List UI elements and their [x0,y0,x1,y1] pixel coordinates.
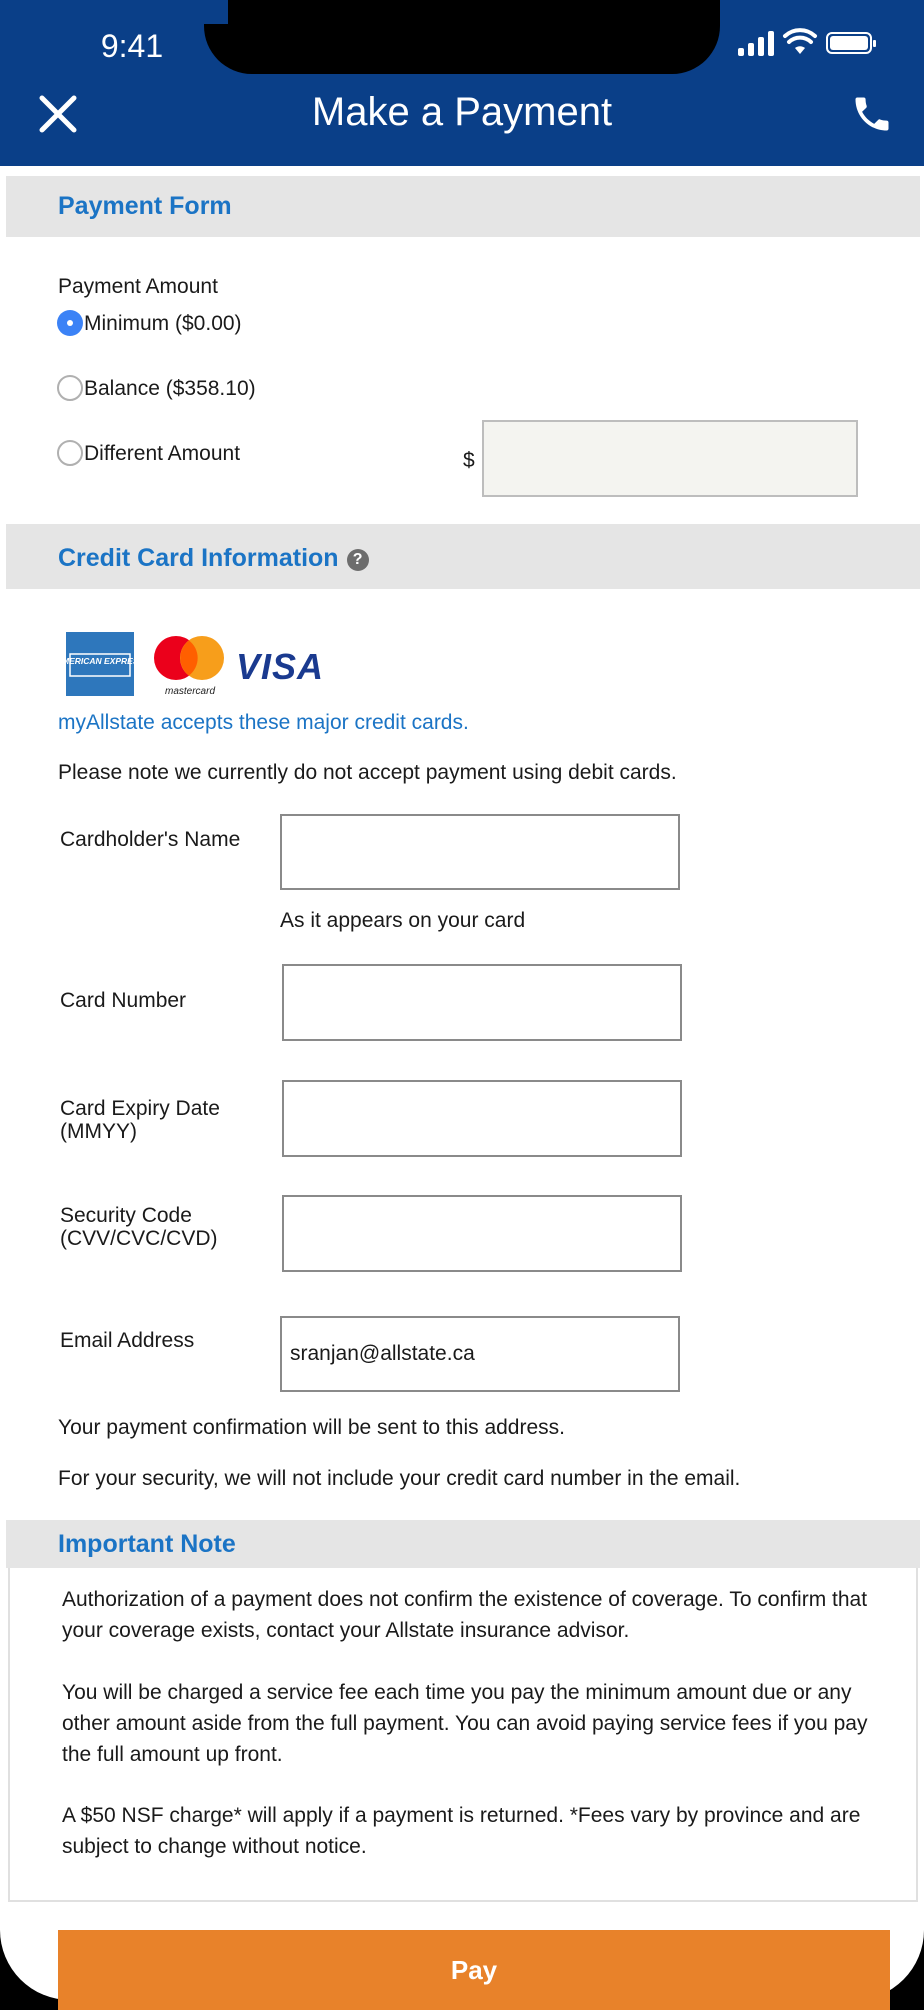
option-different-label: Different Amount [84,442,241,465]
payment-form-header [6,176,920,237]
mastercard-logo [150,632,230,698]
mastercard-text: mastercard [164,686,216,697]
email-label: Email Address [60,1329,195,1352]
section-title: Important Note [58,1530,236,1558]
credit-card-header [6,524,920,589]
cardholder-name-input[interactable] [280,814,680,890]
security-code-input[interactable] [282,1195,682,1272]
card-number-label: Card Number [60,989,187,1012]
security-label-line2: (CVV/CVC/CVD) [60,1227,218,1250]
radio-balance[interactable] [57,375,83,401]
device-notch [204,0,720,74]
card-expiry-label [60,1097,220,1143]
option-balance-label: Balance ($358.10) [84,377,256,400]
cardholder-name-label: Cardholder's Name [60,828,241,851]
visa-logo: VISA [236,646,325,687]
important-note-header [6,1520,920,1568]
signal-icon [738,30,774,56]
wifi-icon [784,30,816,56]
radio-minimum[interactable] [57,310,83,336]
expiry-label-line2: (MMYY) [60,1120,137,1143]
note-paragraph: You will be charged a service fee each time you pay the minimum amount due or any other amount aside from the full payment. You can avoid paying service fees if you pay the full amount up front. [62,1681,868,1766]
currency-symbol: $ [463,449,475,472]
page-title: Make a Payment [311,90,613,134]
note-paragraph: Authorization of a payment does not confirm the existence of coverage. To confirm that your coverage exists, contact your Allstate insurance advisor. [62,1588,868,1642]
header-bar [0,0,924,166]
email-confirmation-note: Your payment confirmation will be sent to this address. [58,1416,565,1439]
accepts-cards-text: myAllstate accepts these major credit cards. [58,711,469,734]
credit-card-title: Credit Card Information [58,544,339,572]
debit-note: Please note we currently do not accept payment using debit cards. [58,761,677,784]
security-label-line1: Security Code [60,1204,192,1227]
section-title [58,544,369,573]
radio-different-amount[interactable] [57,440,83,466]
phone-icon[interactable] [850,92,894,136]
status-icons [738,30,872,56]
cardholder-name-hint: As it appears on your card [280,909,526,932]
amex-text: AMERICAN EXPRESS [55,656,145,666]
status-time: 9:41 [100,28,164,64]
card-number-input[interactable] [282,964,682,1041]
section-title: Payment Form [58,192,232,220]
amount-input[interactable] [482,420,858,497]
expiry-label-line1: Card Expiry Date [60,1097,220,1120]
option-minimum-label: Minimum ($0.00) [84,312,242,335]
payment-amount-label: Payment Amount [58,275,218,298]
note-paragraph: A $50 NSF charge* will apply if a payment is returned. *Fees vary by province and are subject to change without notice. [62,1804,861,1858]
card-expiry-input[interactable] [282,1080,682,1157]
security-code-label [60,1204,218,1250]
email-input[interactable]: sranjan@allstate.ca [280,1316,680,1392]
help-icon[interactable]: ? [347,549,369,571]
battery-icon [826,32,872,54]
security-note: For your security, we will not include your credit card number in the email. [58,1467,741,1490]
american-express-logo [55,632,145,696]
pay-button[interactable]: Pay [58,1930,890,2010]
